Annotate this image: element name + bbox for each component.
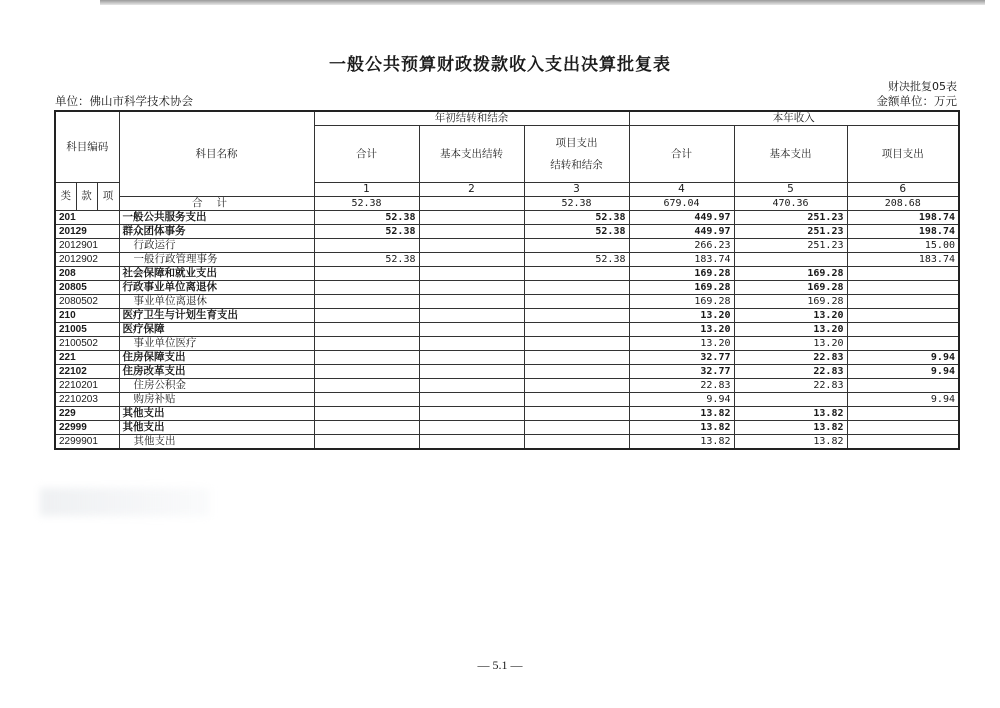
table-row [55,435,959,450]
row-value-c2 [419,365,524,379]
table-row [55,393,959,407]
grand-total-c3: 52.38 [524,197,629,211]
row-value-c4: 449.97 [629,225,734,239]
grand-total-label: 合计 [119,197,314,211]
row-value-c5: 169.28 [734,281,847,295]
row-value-c4: 13.82 [629,421,734,435]
row-value-c5: 251.23 [734,225,847,239]
row-value-c3 [524,337,629,351]
header-lei: 类 [55,183,76,211]
row-value-c6: 183.74 [847,253,959,267]
row-value-c4: 32.77 [629,365,734,379]
row-value-c4: 13.20 [629,323,734,337]
header-project: 项目支出 [847,126,959,183]
row-value-c2 [419,295,524,309]
row-value-c2 [419,421,524,435]
col-num-4: 4 [629,183,734,197]
row-value-c4: 9.94 [629,393,734,407]
row-value-c1 [314,365,419,379]
row-value-c5: 13.20 [734,337,847,351]
row-value-c2 [419,267,524,281]
row-value-c6: 198.74 [847,225,959,239]
row-value-c3 [524,281,629,295]
row-code: 21005 [55,323,119,337]
amount-unit-label: 金额单位：万元 [876,94,957,108]
row-code: 2012901 [55,239,119,253]
row-code: 208 [55,267,119,281]
row-name: 住房公积金 [119,379,314,393]
row-code: 229 [55,407,119,421]
grand-total-c2 [419,197,524,211]
grand-total-c4: 679.04 [629,197,734,211]
row-value-c1 [314,407,419,421]
header-group-carryover: 年初结转和结余 [314,111,629,126]
row-name: 其他支出 [119,435,314,450]
row-value-c5 [734,393,847,407]
row-value-c1: 52.38 [314,211,419,225]
header-income-total: 合计 [629,126,734,183]
row-value-c2 [419,435,524,450]
header-xiang: 项 [97,183,119,211]
row-value-c1: 52.38 [314,253,419,267]
header-code: 科目编码 [55,111,119,183]
page-title: 一般公共预算财政拨款收入支出决算批复表 [329,55,671,75]
row-code: 20129 [55,225,119,239]
header-project-carry-line1: 项目支出 [555,137,598,149]
row-value-c4: 169.28 [629,295,734,309]
row-code: 22999 [55,421,119,435]
row-name: 医疗卫生与计划生育支出 [119,309,314,323]
row-name: 住房改革支出 [119,365,314,379]
row-value-c3: 52.38 [524,225,629,239]
row-value-c3 [524,407,629,421]
row-value-c4: 22.83 [629,379,734,393]
row-value-c4: 449.97 [629,211,734,225]
row-value-c3 [524,393,629,407]
row-value-c1 [314,337,419,351]
row-value-c3 [524,295,629,309]
row-value-c4: 13.20 [629,309,734,323]
row-name: 社会保障和就业支出 [119,267,314,281]
header-project-carry [524,126,629,183]
row-value-c3 [524,267,629,281]
row-value-c6 [847,295,959,309]
scan-edge-shadow [100,0,985,5]
row-value-c2 [419,379,524,393]
grand-total-c1: 52.38 [314,197,419,211]
row-value-c5: 13.20 [734,309,847,323]
row-value-c3 [524,309,629,323]
table-row [55,365,959,379]
row-value-c3 [524,379,629,393]
table-row [55,295,959,309]
col-num-2: 2 [419,183,524,197]
table-row [55,309,959,323]
row-value-c1 [314,435,419,450]
row-value-c5: 22.83 [734,351,847,365]
row-code: 2100502 [55,337,119,351]
row-value-c1 [314,309,419,323]
row-value-c4: 183.74 [629,253,734,267]
row-code: 210 [55,309,119,323]
row-value-c1 [314,267,419,281]
row-name: 事业单位离退休 [119,295,314,309]
table-row [55,351,959,365]
row-value-c1 [314,351,419,365]
row-value-c2 [419,239,524,253]
table-row [55,253,959,267]
row-value-c1: 52.38 [314,225,419,239]
row-value-c6 [847,323,959,337]
table-row [55,281,959,295]
row-code: 22102 [55,365,119,379]
row-value-c6 [847,309,959,323]
header-total: 合计 [314,126,419,183]
row-value-c2 [419,281,524,295]
header-group-income: 本年收入 [629,111,959,126]
row-name: 群众团体事务 [119,225,314,239]
row-value-c2 [419,393,524,407]
row-value-c6: 9.94 [847,351,959,365]
row-value-c5: 13.20 [734,323,847,337]
table-row [55,337,959,351]
row-value-c6 [847,281,959,295]
row-code: 2299901 [55,435,119,450]
table-row [55,407,959,421]
table-row [55,421,959,435]
row-code: 2210203 [55,393,119,407]
table-body [55,211,959,450]
row-value-c6: 9.94 [847,365,959,379]
row-value-c3 [524,351,629,365]
row-name: 事业单位医疗 [119,337,314,351]
row-value-c2 [419,323,524,337]
row-value-c1 [314,281,419,295]
table-row [55,267,959,281]
row-name: 住房保障支出 [119,351,314,365]
row-value-c3: 52.38 [524,211,629,225]
row-value-c5: 13.82 [734,407,847,421]
row-value-c1 [314,323,419,337]
row-value-c4: 13.82 [629,407,734,421]
page-number: — 5.1 — [477,658,523,672]
grand-total-c6: 208.68 [847,197,959,211]
row-value-c6: 198.74 [847,211,959,225]
row-code: 201 [55,211,119,225]
table-row [55,211,959,225]
row-value-c6: 9.94 [847,393,959,407]
table-row [55,239,959,253]
row-value-c3 [524,435,629,450]
row-value-c5: 22.83 [734,379,847,393]
row-value-c5: 169.28 [734,267,847,281]
col-num-6: 6 [847,183,959,197]
row-name: 其他支出 [119,421,314,435]
row-value-c2 [419,253,524,267]
row-value-c2 [419,211,524,225]
row-value-c5 [734,253,847,267]
row-value-c5: 251.23 [734,211,847,225]
table-row [55,379,959,393]
row-code: 2210201 [55,379,119,393]
row-value-c6 [847,421,959,435]
row-value-c4: 266.23 [629,239,734,253]
row-value-c2 [419,337,524,351]
row-value-c6 [847,267,959,281]
row-value-c1 [314,393,419,407]
row-value-c6 [847,435,959,450]
col-num-3: 3 [524,183,629,197]
row-value-c6 [847,337,959,351]
row-name: 一般公共服务支出 [119,211,314,225]
row-value-c1 [314,421,419,435]
row-name: 一般行政管理事务 [119,253,314,267]
row-value-c2 [419,309,524,323]
row-value-c6: 15.00 [847,239,959,253]
row-value-c1 [314,295,419,309]
row-code: 20805 [55,281,119,295]
scan-bleed-smudge [40,488,210,516]
row-name: 行政运行 [119,239,314,253]
row-code: 221 [55,351,119,365]
table-row [55,323,959,337]
header-basic-carry: 基本支出结转 [419,126,524,183]
budget-table [54,110,960,450]
row-value-c3 [524,365,629,379]
row-name: 购房补贴 [119,393,314,407]
table-row [55,225,959,239]
unit-label: 单位：佛山市科学技术协会 [55,94,193,108]
row-value-c4: 13.20 [629,337,734,351]
row-value-c3 [524,323,629,337]
row-value-c2 [419,351,524,365]
row-value-c6 [847,379,959,393]
row-value-c5: 169.28 [734,295,847,309]
row-name: 行政事业单位离退休 [119,281,314,295]
row-value-c4: 169.28 [629,267,734,281]
row-value-c4: 13.82 [629,435,734,450]
header-basic: 基本支出 [734,126,847,183]
row-value-c5: 13.82 [734,435,847,450]
header-kuan: 款 [76,183,97,211]
row-value-c1 [314,239,419,253]
row-value-c6 [847,407,959,421]
row-value-c3: 52.38 [524,253,629,267]
row-name: 医疗保障 [119,323,314,337]
row-value-c2 [419,225,524,239]
grand-total-c5: 470.36 [734,197,847,211]
row-value-c5: 13.82 [734,421,847,435]
row-value-c3 [524,421,629,435]
row-value-c4: 169.28 [629,281,734,295]
row-code: 2080502 [55,295,119,309]
form-number: 财决批复05表 [888,80,957,93]
header-name: 科目名称 [119,111,314,197]
row-value-c3 [524,239,629,253]
header-project-carry-line2: 结转和结余 [550,159,603,171]
row-value-c4: 32.77 [629,351,734,365]
row-name: 其他支出 [119,407,314,421]
row-value-c5: 251.23 [734,239,847,253]
row-value-c1 [314,379,419,393]
col-num-1: 1 [314,183,419,197]
col-num-5: 5 [734,183,847,197]
row-value-c5: 22.83 [734,365,847,379]
row-code: 2012902 [55,253,119,267]
row-value-c2 [419,407,524,421]
